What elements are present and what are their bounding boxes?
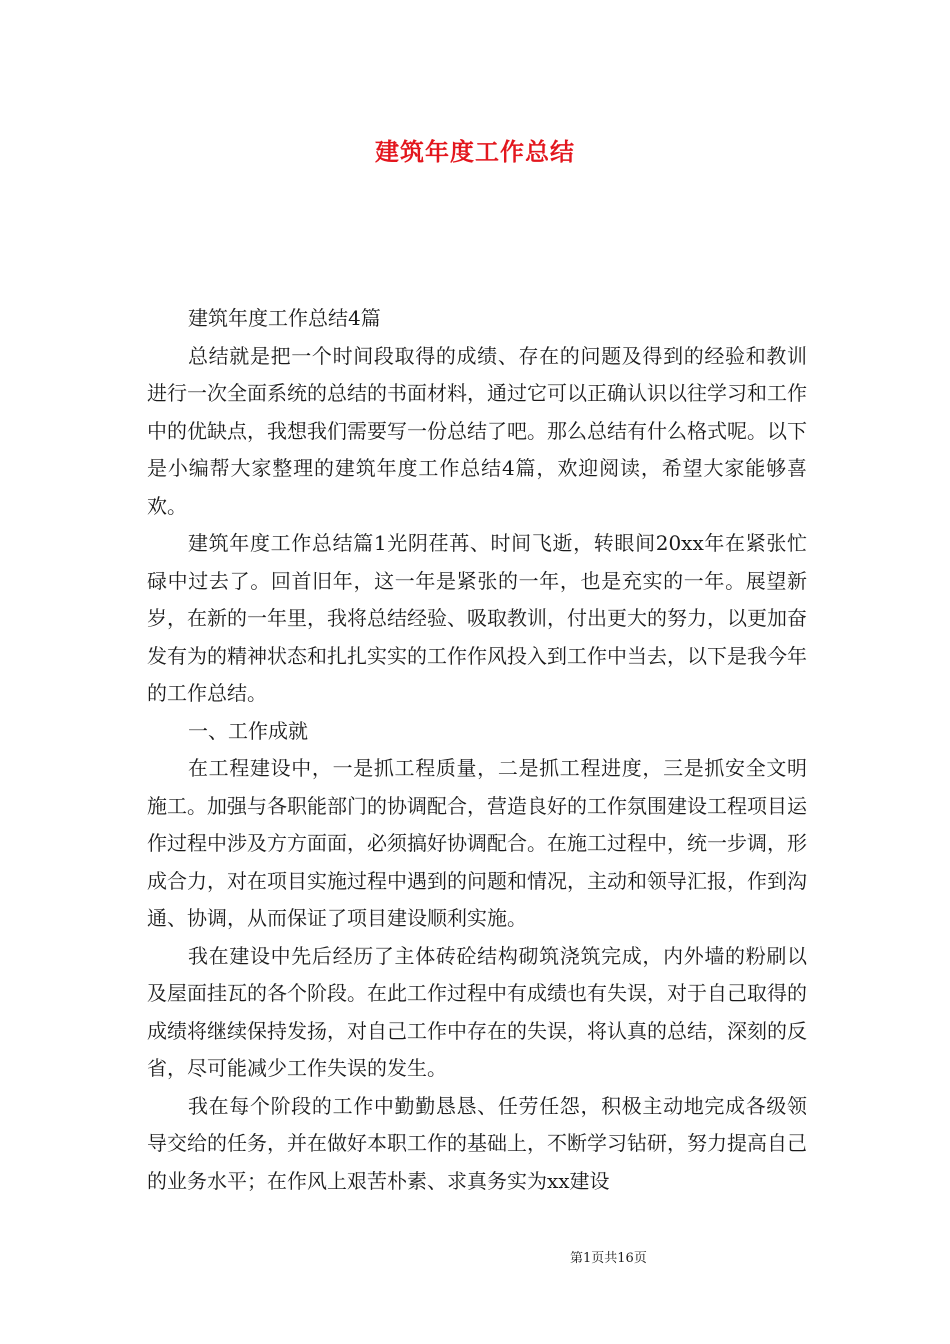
paragraph-achievement: 在工程建设中，一是抓工程质量，二是抓工程进度，三是抓安全文明施工。加强与各职能部门的协调配合，营造良好的工作氛围建设工程项目运作过程中涉及方方面面，必须搞好协调配合。在施工过程中，统一步调，形成合力，对在项目实施过程中遇到的问题和情况，主动和领导汇报，作到沟通、协调，从而保证了项目建设顺利实施。 [147, 756, 807, 930]
page-number-footer: 第1页共16页 [570, 1251, 647, 1266]
paragraph-heading: 建筑年度工作总结4篇 [188, 306, 381, 330]
section-heading: 一、工作成就 [188, 718, 308, 743]
paragraph-diligence: 我在每个阶段的工作中勤勤恳恳、任劳任怨，积极主动地完成各级领导交给的任务，并在做好本职工作的基础上，不断学习钻研，努力提高自己的业务水平；在作风上艰苦朴素、求真务实为xx建设 [147, 1093, 807, 1193]
paragraph-intro: 总结就是把一个时间段取得的成绩、存在的问题及得到的经验和教训进行一次全面系统的总结的书面材料，通过它可以正确认识以往学习和工作中的优缺点，我想我们需要写一份总结了吧。那么总结有什么格式呢。以下是小编帮大家整理的建筑年度工作总结4篇，欢迎阅读，希望大家能够喜欢。 [147, 343, 807, 518]
paragraph-stages: 我在建设中先后经历了主体砖砼结构砌筑浇筑完成，内外墙的粉刷以及屋面挂瓦的各个阶段。在此工作过程中有成绩也有失误，对于自己取得的成绩将继续保持发扬，对自己工作中存在的失误，将认真的总结，深刻的反省，尽可能减少工作失误的发生。 [147, 943, 807, 1080]
document-body [147, 300, 807, 1200]
paragraph-part1: 建筑年度工作总结篇1光阴荏苒、时间飞逝，转眼间20xx年在紧张忙碌中过去了。回首旧年，这一年是紧张的一年，也是充实的一年。展望新岁，在新的一年里，我将总结经验、吸取教训，付出更大的努力，以更加奋发有为的精神状态和扎扎实实的工作作风投入到工作中当去，以下是我今年的工作总结。 [147, 531, 807, 705]
document-title: 建筑年度工作总结 [375, 137, 575, 166]
